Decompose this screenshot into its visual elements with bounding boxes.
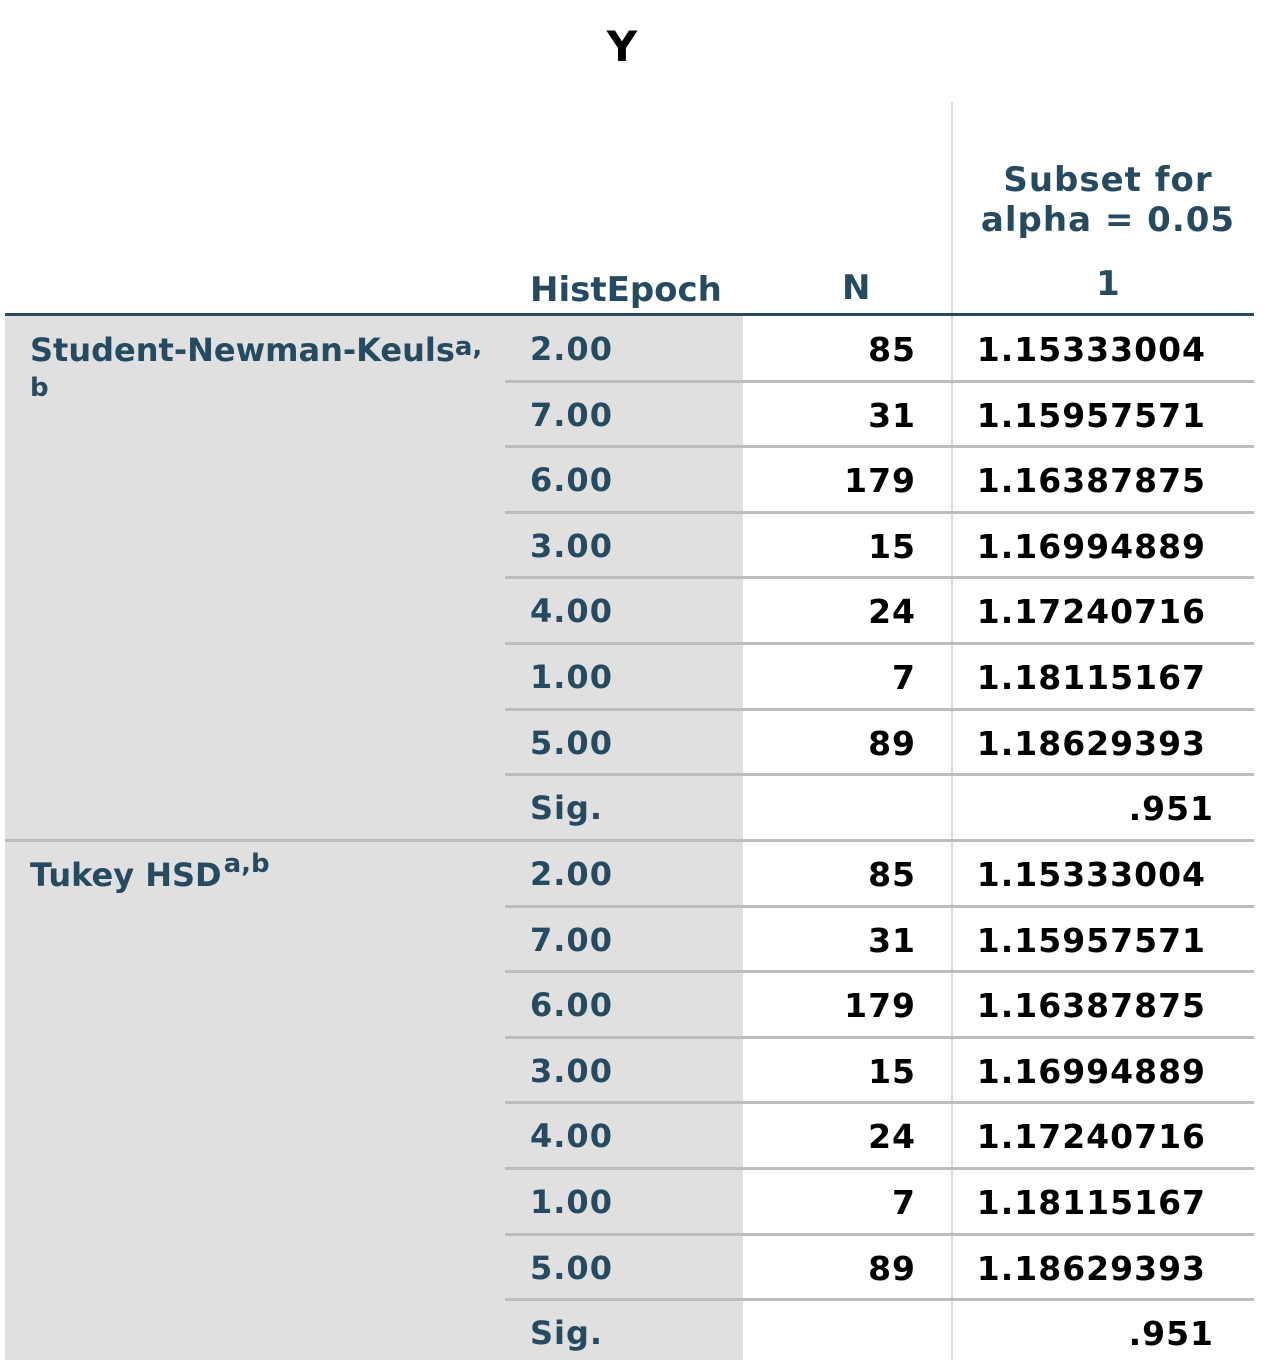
row-level: 7.00 [530,920,613,959]
row-level: 4.00 [530,592,613,631]
row-level: 4.00 [530,1117,613,1156]
row-n: 85 [868,330,916,369]
group-label-snk: Student-Newman-Keulsa, [30,331,483,369]
row-separator [505,1101,1254,1104]
row-n: 89 [868,723,916,763]
row-n: 7 [892,1183,916,1222]
row-value: 1.18629393 [976,1248,1206,1288]
row-separator [505,905,1254,908]
row-value: 1.15957571 [976,920,1206,960]
row-separator [505,708,1254,711]
row-value: 1.15333004 [976,855,1206,894]
row-value: 1.15333004 [976,330,1206,369]
row-value: 1.18115167 [976,1183,1206,1222]
sig-label: Sig. [530,1314,604,1353]
sig-value: .951 [1128,1314,1214,1354]
row-label-shade [5,316,743,1360]
header-rule [5,313,1254,316]
footnote-marker: a,b [223,849,270,879]
header-n: N [842,268,871,308]
row-n: 24 [868,592,916,632]
row-separator [505,1167,1254,1170]
sig-label: Sig. [530,789,604,828]
row-level: 5.00 [530,1248,613,1287]
row-value: 1.18115167 [976,658,1206,697]
row-level: 1.00 [530,658,613,696]
row-level: 6.00 [530,461,613,500]
row-value: 1.15957571 [976,395,1206,435]
row-value: 1.16994889 [976,526,1206,566]
row-n: 179 [844,461,916,501]
group-label-tukey: Tukey HSD$^{a,b}$ [30,849,270,894]
header-subset-line1: Subset for [1003,160,1213,200]
header-subset-line2: alpha = 0.05 [980,200,1236,240]
row-separator [505,970,1254,973]
group-separator [5,839,1254,842]
table-title: Y [606,22,638,71]
row-separator [505,511,1254,514]
row-value: 1.17240716 [976,592,1206,632]
row-n: 24 [868,1117,916,1157]
row-separator [505,445,1254,448]
row-separator [505,642,1254,645]
row-separator [505,1298,1254,1301]
row-level: 5.00 [530,723,613,762]
row-n: 15 [868,526,916,566]
header-histepoch: HistEpoch [530,270,722,310]
row-separator [505,773,1254,776]
row-n: 15 [868,1051,916,1091]
row-separator [505,1233,1254,1236]
row-value: 1.18629393 [976,723,1206,763]
row-n: 85 [868,855,916,894]
row-separator [505,1036,1254,1039]
header-subset-number: 1 [1096,264,1120,304]
row-value: 1.16387875 [976,461,1206,501]
row-n: 31 [868,920,916,960]
row-n: 31 [868,395,916,435]
row-level: 2.00 [530,330,613,368]
row-level: 3.00 [530,1051,613,1090]
row-level: 2.00 [530,855,613,893]
group-label-snk-wrap: b [30,373,49,403]
row-value: 1.16994889 [976,1051,1206,1091]
row-value: 1.17240716 [976,1117,1206,1157]
row-level: 3.00 [530,526,613,565]
row-value: 1.16387875 [976,986,1206,1026]
row-separator [505,380,1254,383]
sig-value: .951 [1128,789,1214,829]
footnote-marker: a, [454,332,483,362]
row-n: 7 [892,658,916,697]
row-level: 7.00 [530,395,613,434]
row-separator [505,576,1254,579]
row-level: 6.00 [530,986,613,1025]
row-n: 89 [868,1248,916,1288]
row-level: 1.00 [530,1183,613,1221]
row-n: 179 [844,986,916,1026]
